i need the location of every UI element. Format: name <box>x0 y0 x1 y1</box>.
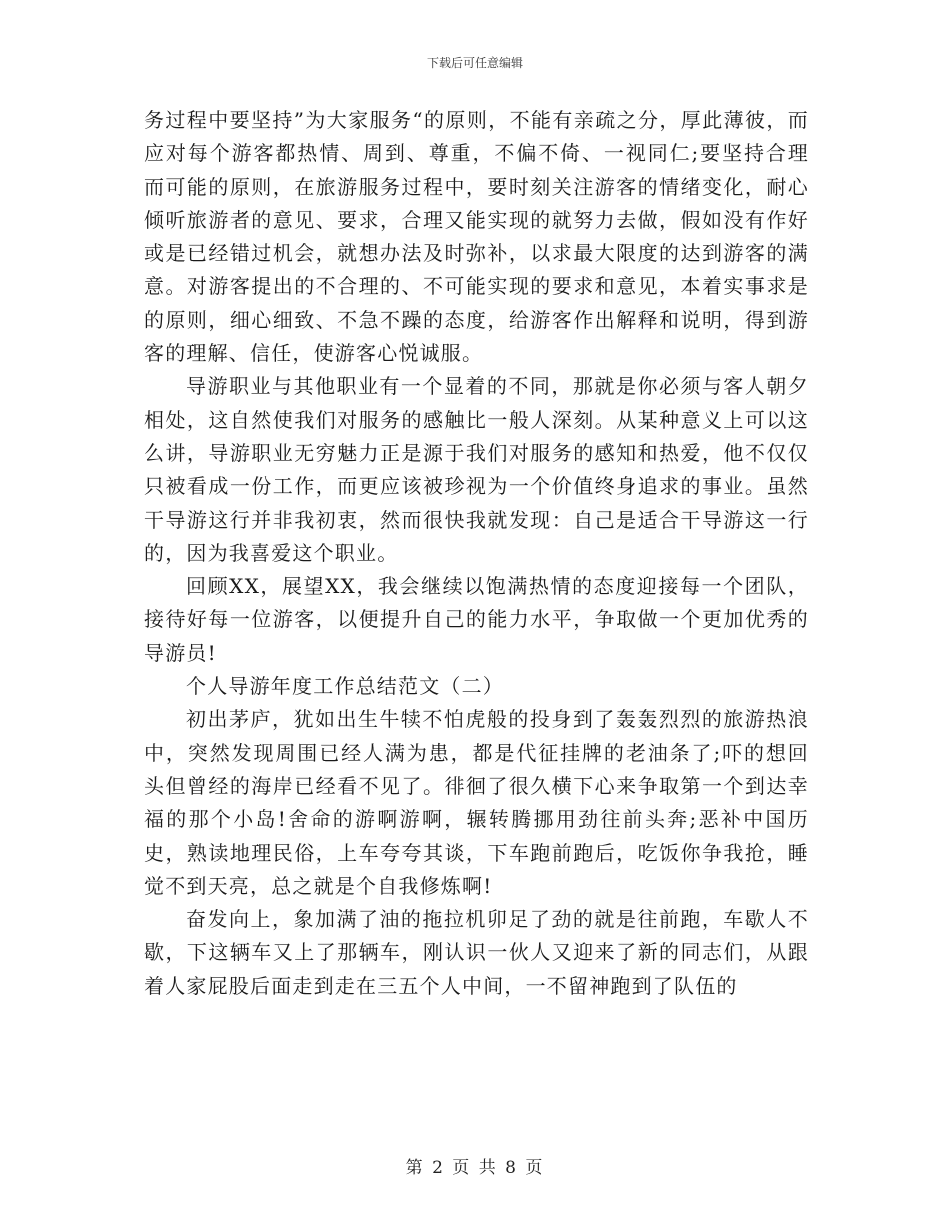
document-body <box>144 104 809 1003</box>
paragraph-striving: 奋发向上，象加满了油的拖拉机卯足了劲的就是往前跑，车歇人不歇，下这辆车又上了那辆车，刚认识一伙人又迎来了新的同志们，从跟着人家屁股后面走到走在三五个人中间，一不留神跑到了队伍的 <box>144 907 809 998</box>
paragraph-continuation: 务过程中要坚持”为大家服务“的原则，不能有亲疏之分，厚此薄彼，而应对每个游客都热情、周到、尊重，不偏不倚、一视同仁;要坚持合理而可能的原则，在旅游服务过程中，要时刻关注游客的情绪变化，耐心倾听旅游者的意见、要求，合理又能实现的就努力去做，假如没有作好或是已经错过机会，就想办法及时弥补，以求最大限度的达到游客的满意。对游客提出的不合理的、不可能实现的要求和意见，本着实事求是的原则，细心细致、不急不躁的态度，给游客作出解释和说明，得到游客的理解、信任，使游客心悦诚服。 <box>144 108 809 366</box>
section-heading: 个人导游年度工作总结范文（二） <box>186 674 504 699</box>
paragraph-review-outlook: 回顾XX，展望XX，我会继续以饱满热情的态度迎接每一个团队，接待好每一位游客，以便提升自己的能力水平，争取做一个更加优秀的导游员! <box>144 574 809 665</box>
paragraph-beginner: 初出茅庐，犹如出生牛犊不怕虎般的投身到了轰轰烈烈的旅游热浪中，突然发现周围已经人满为患，都是代征挂牌的老油条了;吓的想回头但曾经的海岸已经看不见了。徘徊了很久横下心来争取第一个到达幸福的那个小岛!舍命的游啊游啊，辗转腾挪用劲往前头奔;恶补中国历史，熟读地理民俗，上车夸夸其谈，下车跑前跑后，吃饭你争我抢，睡觉不到天亮，总之就是个自我修炼啊! <box>144 707 809 898</box>
page-number-footer: 第 2 页 共 8 页 <box>405 1158 545 1178</box>
page-header-note: 下载后可任意编辑 <box>426 56 523 70</box>
paragraph-tour-guide-profession: 导游职业与其他职业有一个显着的不同，那就是你必须与客人朝夕相处，这自然使我们对服务的感触比一般人深刻。从某种意义上可以这么讲，导游职业无穷魅力正是源于我们对服务的感知和热爱，他不仅仅只被看成一份工作，而更应该被珍视为一个价值终身追求的事业。虽然干导游这行并非我初衷，然而很快我就发现：自己是适合干导游这一行的，因为我喜爱这个职业。 <box>144 374 809 565</box>
